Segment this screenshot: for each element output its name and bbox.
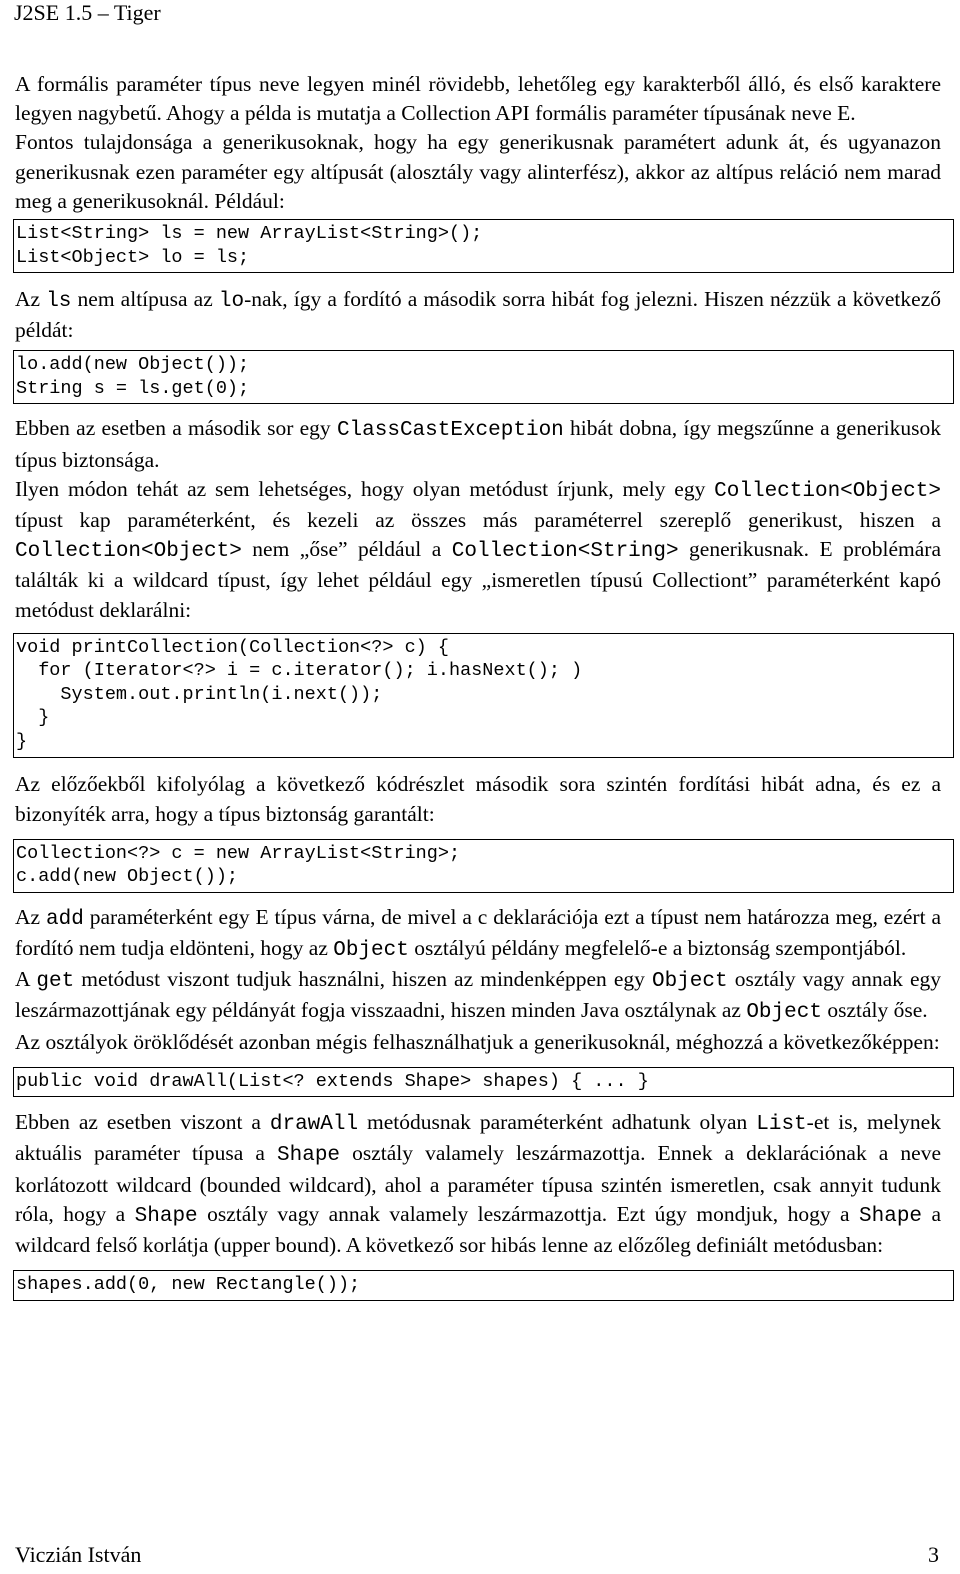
inline-code: List (756, 1113, 807, 1137)
code-block-1: List<String> ls = new ArrayList<String>(); List<Object> lo = ls; (13, 219, 954, 273)
inline-code: Collection<Object> (714, 479, 941, 503)
code-block-2: lo.add(new Object()); String s = ls.get(0); (13, 350, 954, 404)
paragraph-5: Ilyen módon tehát az sem lehetséges, hogy olyan metódust írjunk, mely egy Collection<Object> típust kap paraméterként, és kezeli az összes más paraméterrel szereplő generikust, hiszen a Collection<Object> nem „őse” például a Collection<String> generikusnak. E problémára találták ki a wildcard típust, így lehet például egy „ismeretlen típusú Collectiont” paraméterként kapó metódust deklarálni: (15, 476, 942, 622)
page-header: J2SE 1.5 – Tiger (14, 0, 161, 25)
inline-code: drawAll (269, 1113, 359, 1137)
paragraph-9: Az osztályok öröklődését azonban mégis felhasználhatjuk a generikusoknál, méghozzá a következőképpen: (15, 1029, 940, 1054)
paragraph-1: A formális paraméter típus neve legyen minél rövidebb, lehetőleg egy karakterből álló, és első karaktere legyen nagybetű. Ahogy a példa is mutatja a Collection API formális paraméter típusának neve E. (15, 72, 941, 126)
inline-code: Object (746, 1001, 822, 1025)
paragraph-8: A get metódust viszont tudjuk használni, hiszen az mindenképpen egy Object osztály vagy annak egy leszármazottjának egy példányát fogja visszaadni, hiszen minden Java osztálynak az Object osztály őse. (15, 967, 941, 1025)
paragraph-7: Az add paraméterként egy E típus várna, de mivel a c deklarációja ezt a típust nem határozza meg, ezért a fordító nem tudja eldönteni, hogy az Object osztályú példány megfelelő-e a biztonság szempontjából. (15, 904, 941, 962)
inline-code: Object (333, 938, 409, 962)
code-block-3: void printCollection(Collection<?> c) { for (Iterator<?> i = c.iterator(); i.hasNext(); ) System.out.println(i.next()); } } (13, 633, 954, 759)
inline-code: Shape (859, 1204, 923, 1228)
footer-author: Viczián István (15, 1542, 142, 1567)
paragraph-3: Az ls nem altípusa az lo-nak, így a fordító a második sorra hibát fog jelezni. Hiszen nézzük a következő példát: (15, 287, 941, 343)
code-block-4: Collection<?> c = new ArrayList<String>; c.add(new Object()); (13, 839, 954, 893)
paragraph-10: Ebben az esetben viszont a drawAll metódusnak paraméterként adhatunk olyan List-et is, melynek aktuális paraméter típusa a Shape osztály valamely leszármazottja. Ennek a deklarációnak a neve korlátozott wildcard (bounded wildcard), ahol a paraméter típusa szintén ismeretlen, csak annyit tudunk róla, hogy a Shape osztály vagy annak valamely leszármazottja. Ezt úgy mondjuk, hogy a Shape a wildcard felső korlátja (upper bound). A következő sor hibás lenne az előzőleg definiált metódusban: (15, 1110, 942, 1258)
code-block-5: public void drawAll(List<? extends Shape> shapes) { ... } (13, 1067, 954, 1098)
inline-code: Shape (277, 1144, 341, 1168)
inline-code: ls (46, 290, 72, 314)
inline-code: add (45, 907, 84, 931)
inline-code: get (36, 970, 75, 994)
inline-code: Object (652, 970, 728, 994)
paragraph-2: Fontos tulajdonsága a generikusoknak, hogy ha egy generikusnak paramétert adunk át, és ugyanazon generikusnak ezen paraméter egy altípusát (alosztály vagy alinterfész), akkor az altípus reláció nem marad meg a generikusoknál. Például: (15, 130, 941, 213)
paragraph-6: Az előzőekből kifolyólag a következő kódrészlet második sora szintén fordítási hibát adna, és ez a bizonyíték arra, hogy a típus biztonság garantált: (15, 772, 941, 826)
inline-code: Shape (134, 1204, 198, 1228)
paragraph-4: Ebben az esetben a második sor egy ClassCastException hibát dobna, így megszűnne a generikusok típus biztonsága. (15, 416, 941, 472)
inline-code: lo (218, 290, 245, 314)
code-block-6: shapes.add(0, new Rectangle()); (13, 1270, 954, 1301)
inline-code: ClassCastException (336, 419, 564, 443)
inline-code: Collection<Object> (15, 540, 242, 564)
inline-code: Collection<String> (451, 540, 679, 564)
document-body (15, 70, 941, 1301)
page-number: 3 (928, 1542, 939, 1567)
